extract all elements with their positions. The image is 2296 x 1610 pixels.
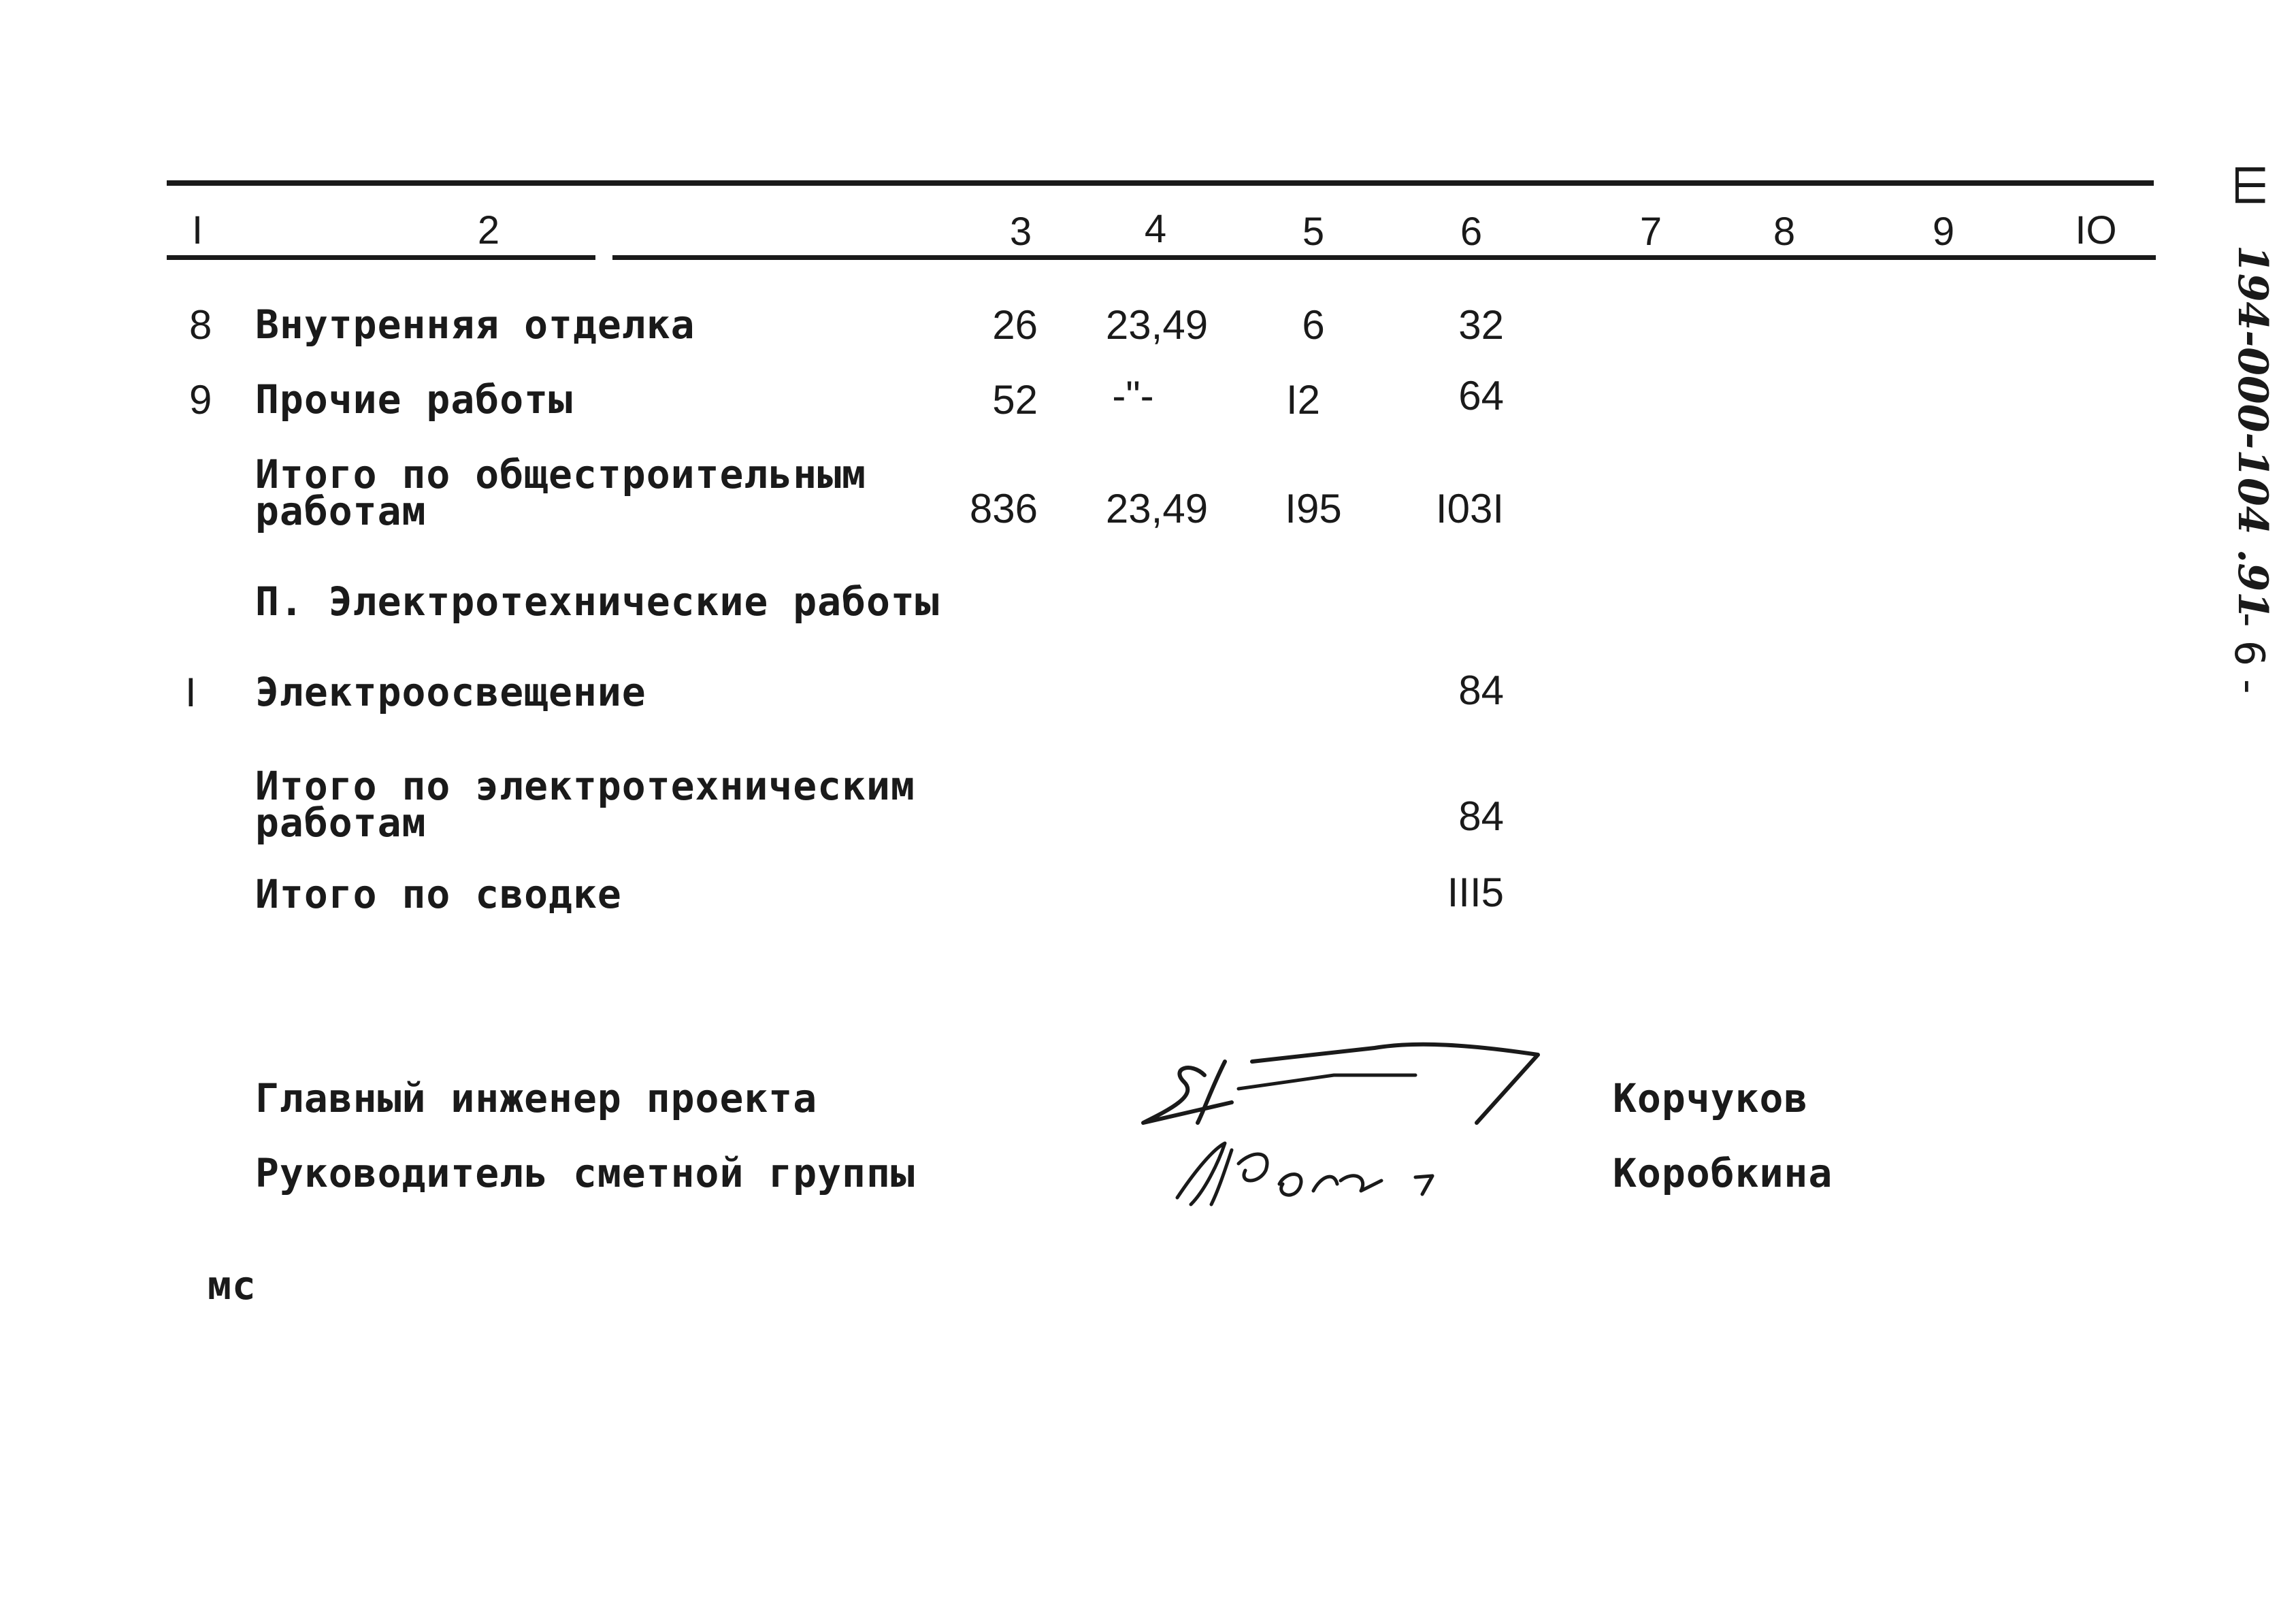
subtotal-general-col4: 23,49 [1105, 486, 1209, 531]
subtotal-general-col6: I03I [1435, 486, 1504, 531]
row-number: I [185, 670, 197, 715]
column-header-6: 6 [1460, 210, 1483, 254]
cell-col3: 26 [992, 302, 1038, 348]
cell-col5: 6 [1302, 302, 1325, 348]
subtotal-general-line1: Итого по общестроительным [255, 451, 866, 497]
column-header-10: IO [2075, 208, 2117, 252]
cell-col5: I2 [1285, 377, 1321, 423]
subtotal-general-col5: I95 [1285, 486, 1342, 531]
side-section-label: Ш [2225, 163, 2273, 208]
subtotal-elec-col6: 84 [1458, 793, 1504, 839]
table-top-rule [167, 180, 2154, 186]
cell-col6: 84 [1458, 668, 1504, 713]
subtotal-elec-line1: Итого по электротехническим [255, 763, 915, 809]
cell-col3: 52 [992, 377, 1038, 423]
cell-col4: -"- [1112, 373, 1154, 418]
subtotal-general-line2: работам [255, 488, 427, 534]
side-page-number: - 6 - [2225, 612, 2273, 694]
header-bottom-rule-right [612, 255, 2156, 260]
column-header-9: 9 [1932, 210, 1955, 254]
total-label: Итого по сводке [255, 871, 622, 917]
typist-initials: мс [208, 1262, 257, 1309]
subtotal-elec-line2: работам [255, 800, 427, 846]
signature-role-1: Главный инженер проекта [255, 1075, 818, 1121]
row-name: Прочие работы [255, 376, 573, 423]
column-header-8: 8 [1773, 210, 1796, 254]
subtotal-general-col3: 836 [969, 486, 1038, 531]
handwritten-signature-2 [1164, 1123, 1449, 1211]
total-col6: III5 [1447, 870, 1504, 915]
cell-col4: 23,49 [1105, 302, 1209, 348]
column-header-4: 4 [1144, 207, 1167, 251]
row-number: 9 [189, 377, 212, 423]
side-document-code: 194-000-104 .91 [2229, 245, 2276, 620]
signature-role-2: Руководитель сметной группы [255, 1150, 915, 1196]
column-header-5: 5 [1302, 210, 1325, 254]
column-header-3: 3 [1009, 210, 1032, 254]
row-number: 8 [189, 302, 212, 348]
cell-col6: 32 [1458, 302, 1504, 348]
signature-name-1: Корчуков [1613, 1075, 1809, 1121]
column-header-7: 7 [1639, 210, 1662, 254]
cell-col6: 64 [1458, 373, 1504, 418]
column-header-2: 2 [477, 208, 500, 252]
row-name: Внутренняя отделка [255, 301, 695, 348]
row-name: Электроосвещение [255, 669, 646, 715]
signature-name-2: Коробкина [1613, 1150, 1833, 1196]
section-title: П. Электротехнические работы [255, 578, 940, 625]
column-header-1: I [191, 208, 203, 252]
header-bottom-rule-left [167, 255, 595, 260]
